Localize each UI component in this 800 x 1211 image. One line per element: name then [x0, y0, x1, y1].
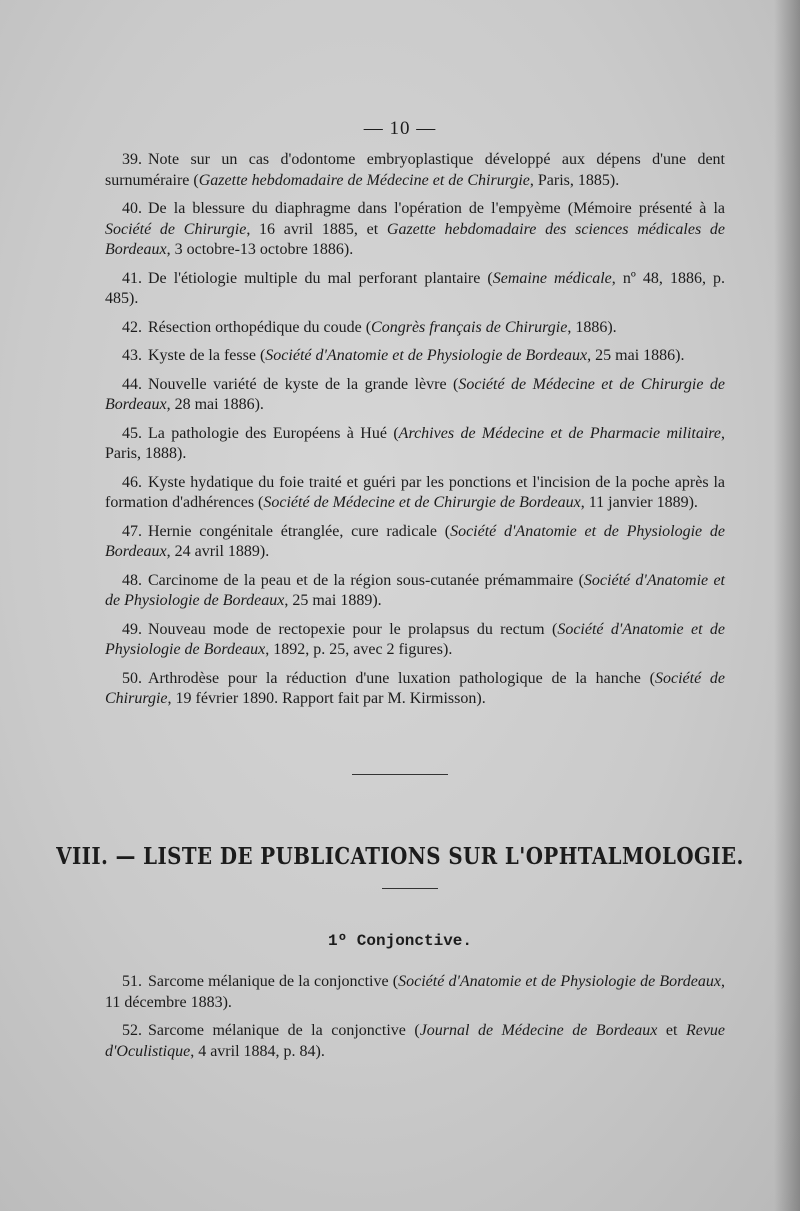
entry-number: 45. — [122, 424, 142, 442]
entry-source-title: Société d'Anatomie et de Physiologie de Bordeaux — [105, 522, 725, 560]
entry-source-title: Journal de Médecine de Bordeaux — [419, 1022, 658, 1039]
entry-text: , 25 mai 1886). — [587, 347, 685, 364]
entry-text: , 28 mai 1886). — [166, 396, 264, 413]
entry-source-title: Revue d'Oculistique — [105, 1022, 726, 1060]
subheading: 1º Conjonctive. — [327, 932, 473, 950]
entry-source-title: Société de Chirurgie — [105, 220, 247, 238]
entry-text: La pathologie des Européens à Hué ( — [148, 424, 399, 442]
entry-number: 48. — [122, 571, 142, 589]
ophthalmology-list — [105, 972, 725, 1070]
entry-text: Nouveau mode de rectopexie pour le prolapsus du rectum ( — [148, 620, 558, 638]
entry-text: , 16 avril 1885, et — [246, 220, 387, 238]
publication-entry — [105, 375, 725, 416]
entry-number: 39. — [122, 151, 142, 168]
entry-source-title: Société d'Anatomie et de Physiologie de Bordeaux — [105, 571, 726, 609]
entry-source-title: Congrès français de Chirurgie — [371, 318, 568, 336]
entry-text: , 1886). — [567, 318, 617, 336]
publication-entry — [105, 620, 725, 661]
entry-text: , 11 décembre 1883). — [105, 973, 725, 1011]
entry-source-title: Gazette hebdomadaire de Médecine et de Chirurgie — [198, 171, 530, 189]
entry-text: , Paris, 1888). — [105, 424, 726, 462]
entry-text: et — [657, 1022, 686, 1039]
entry-number: 43. — [122, 347, 142, 364]
entry-source-title: Archives de Médecine et de Pharmacie militaire — [398, 424, 722, 442]
entry-source-title: Société d'Anatomie et de Physiologie de Bordeaux — [105, 620, 726, 658]
separator-rule — [352, 774, 448, 775]
entry-number: 51. — [122, 973, 142, 990]
entry-text: Sarcome mélanique de la conjonctive ( — [148, 973, 399, 990]
entry-text: , 11 janvier 1889). — [580, 494, 698, 511]
entry-text: Carcinome de la peau et de la région sous-cutanée prémammaire ( — [148, 571, 584, 589]
section-title: VIII. — LISTE DE PUBLICATIONS SUR L'OPHTALMOLOGIE. — [56, 843, 744, 870]
entry-number: 40. — [122, 200, 142, 217]
entry-number: 49. — [122, 620, 142, 638]
entry-text: Sarcome mélanique de la conjonctive ( — [148, 1022, 420, 1039]
entry-text: Nouvelle variété de kyste de la grande lèvre ( — [148, 375, 459, 393]
publication-entry — [105, 522, 725, 563]
entry-source-title: Société de Médecine et de Chirurgie de Bordeaux — [263, 494, 581, 511]
entry-text: , 1892, p. 25, avec 2 figures). — [265, 641, 453, 658]
entry-number: 46. — [122, 473, 142, 491]
page-number: — 10 — — [363, 118, 437, 139]
entry-text: De la blessure du diaphragme dans l'opération de l'empyème (Mémoire présenté à la — [148, 200, 725, 217]
entry-source-title: Société de Chirurgie — [105, 669, 725, 707]
publication-entry — [105, 1021, 725, 1062]
entry-text: Résection orthopédique du coude ( — [148, 318, 372, 336]
entry-text: Kyste hydatique du foie traité et guéri par les ponctions et l'incision de la poche après la formation d'adhérences ( — [105, 473, 725, 511]
publication-entry — [105, 972, 725, 1013]
section-rule — [382, 888, 438, 889]
entry-number: 42. — [122, 318, 142, 336]
entry-text: , 3 octobre-13 octobre 1886). — [166, 241, 354, 258]
entry-text: , nº 48, 1886, p. 485). — [105, 269, 726, 307]
publication-entry — [105, 473, 725, 514]
entry-number: 41. — [122, 269, 142, 287]
entry-text: , 19 février 1890. Rapport fait par M. Kirmisson). — [167, 690, 486, 707]
entry-text: Kyste de la fesse ( — [148, 347, 266, 364]
publication-entry — [105, 199, 725, 261]
page-edge-shadow — [774, 0, 800, 1211]
entry-text: , Paris, 1885). — [529, 171, 620, 189]
publication-entry — [105, 318, 725, 339]
entry-source-title: Gazette hebdomadaire des sciences médicales de Bordeaux — [105, 220, 726, 258]
entry-number: 52. — [122, 1022, 142, 1039]
entry-text: Note sur un cas d'odontome embryoplastique développé aux dépens d'une dent surnuméraire ( — [105, 151, 725, 189]
entry-number: 47. — [122, 522, 142, 540]
entry-text: Hernie congénitale étranglée, cure radicale ( — [148, 522, 451, 540]
entry-source-title: Semaine médicale — [492, 269, 612, 287]
publication-entry — [105, 269, 725, 310]
entry-number: 44. — [122, 375, 142, 393]
entry-source-title: Société d'Anatomie et de Physiologie de Bordeaux — [265, 347, 588, 364]
entry-text: , 25 mai 1889). — [284, 592, 382, 609]
entry-source-title: Société d'Anatomie et de Physiologie de Bordeaux — [398, 973, 721, 990]
entry-text: , 4 avril 1884, p. 84). — [190, 1042, 325, 1060]
publication-entry — [105, 669, 725, 710]
publication-entry — [105, 150, 725, 191]
publication-entry — [105, 424, 725, 465]
entry-text: , 24 avril 1889). — [166, 543, 270, 560]
entry-number: 50. — [122, 669, 142, 687]
entry-text: De l'étiologie multiple du mal perforant plantaire ( — [148, 269, 493, 287]
entry-text: Arthrodèse pour la réduction d'une luxation pathologique de la hanche ( — [148, 669, 655, 687]
publication-list — [105, 150, 725, 718]
entry-source-title: Société de Médecine et de Chirurgie de Bordeaux — [105, 375, 726, 413]
publication-entry — [105, 346, 725, 367]
publication-entry — [105, 571, 725, 612]
